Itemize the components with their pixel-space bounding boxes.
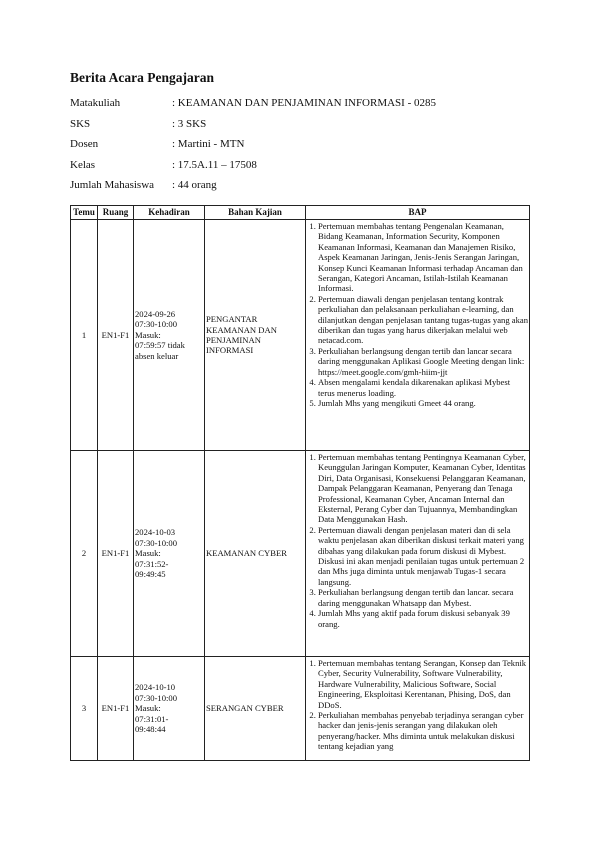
bap-clip: [307, 658, 528, 759]
kehadiran-in: 07:59:57 tidak: [135, 340, 185, 351]
kehadiran-label: Masuk:: [135, 703, 161, 714]
header-bahan-kajian: Bahan Kajian: [205, 206, 306, 220]
cell-bahan-kajian: KEAMANAN CYBER: [205, 451, 306, 657]
header-ruang: Ruang: [98, 206, 134, 220]
kehadiran-out: 09:49:45: [135, 569, 166, 580]
table-row: [71, 451, 530, 657]
bap-list: [307, 452, 528, 629]
bap-list: [307, 221, 528, 408]
kehadiran-out: absen keluar: [135, 350, 179, 361]
table-row: [71, 220, 530, 451]
cell-bap: [306, 451, 530, 657]
header-temu: Temu: [71, 206, 98, 220]
bap-item: 1. Pertemuan membahas tentang Serangan, Konsep dan Teknik Cyber, Security Vulnerability, Software Vulnerability, Hardware Vulnerability, Malicious Software, Social Engineering, Eksploitasi Kerentanan, Phising, DoS, dan DDoS.: [318, 658, 528, 710]
meta-key: Kelas: [70, 158, 96, 171]
meta-row-dosen: [70, 138, 436, 159]
kehadiran-date: 2024-10-03: [135, 527, 176, 538]
meta-row-sks: [70, 118, 436, 139]
bap-table: [70, 205, 530, 761]
cell-temu: 1: [71, 220, 98, 451]
header-kehadiran: Kehadiran: [134, 206, 205, 220]
bap-item: 2. Pertemuan diawali dengan penjelasan tentang kontrak perkuliahan dan pelaksanaan perkuliahan e-learning, dan dilanjutkan dengan penjelasan tantang tugas-tugas yang akan diberikan dan tugas yang harus dikerjakan melalui web netacad.com.: [318, 294, 528, 346]
cell-kehadiran: [134, 451, 205, 657]
table-row: [71, 657, 530, 761]
meta-key: Dosen: [70, 138, 99, 150]
meta-row-jumlah-mahasiswa: [70, 179, 436, 200]
bap-item: 1. Pertemuan membahas tentang Pentingnya Keamanan Cyber, Keunggulan Jaringan Komputer, Keamanan Cyber, Identitas Diri, Data Organisasi, Konsekuensi Pelanggaran Keamanan, Dampak Pelanggaran Keamanan, Penyerang dan Tenaga Professional, Keamanan Cyber, Ancaman Internal dan Eksternal, Perang Cyber dan Tujuannya, Membandingkan Data Menggunakan Hash.: [318, 452, 528, 525]
course-info: [70, 97, 436, 200]
meta-row-matakuliah: [70, 97, 436, 118]
cell-bap: [306, 657, 530, 761]
kehadiran-in: 07:31:01-: [135, 713, 169, 724]
kehadiran-in: 07:31:52-: [135, 558, 169, 569]
bap-list: [307, 658, 528, 752]
cell-ruang: EN1-F1: [98, 657, 134, 761]
kehadiran-time: 07:30-10:00: [135, 537, 178, 548]
cell-bap: [306, 220, 530, 451]
bap-item: 4. Jumlah Mhs yang aktif pada forum diskusi sebanyak 39 orang.: [318, 608, 528, 629]
meta-value: : KEAMANAN DAN PENJAMINAN INFORMASI - 0285: [172, 97, 437, 109]
meta-value: : 17.5A.11 – 17508: [172, 158, 257, 171]
kehadiran-time: 07:30-10:00: [135, 319, 178, 330]
cell-temu: 2: [71, 451, 98, 657]
kehadiran-date: 2024-10-10: [135, 682, 176, 693]
bap-item: 4. Absen mengalami kendala dikarenakan aplikasi Mybest terus menerus loading.: [318, 377, 528, 398]
bap-item: 3. Perkuliahan berlangsung dengan tertib dan lancar. secara daring menggunakan Whatsapp dan Mybest.: [318, 587, 528, 608]
cell-ruang: EN1-F1: [98, 451, 134, 657]
kehadiran-time: 07:30-10:00: [135, 692, 178, 703]
kehadiran-out: 09:48:44: [135, 724, 166, 735]
meta-value: : 44 orang: [172, 179, 217, 191]
cell-ruang: EN1-F1: [98, 220, 134, 451]
cell-temu: 3: [71, 657, 98, 761]
meta-key: Matakuliah: [70, 97, 121, 109]
bap-item: 3. Perkuliahan berlangsung dengan tertib dan lancar secara daring menggunakan Aplikasi Google Meeting dengan link: https://meet.google.com/gmh-hiim-jjt: [318, 346, 528, 377]
bap-item: 2. Pertemuan diawali dengan penjelasan materi dan di sela waktu penjelasan akan diberikan diskusi terkait materi yang dibahas yang dilakukan pada forum diskusi di Mybest. Diskusi ini akan menjadi penilaian tugas untuk pertemuan 2 dan Mhs juga diminta untuk menjawab Tugas-1 secara langsung.: [318, 525, 528, 587]
meta-row-kelas: [70, 159, 436, 180]
kehadiran-label: Masuk:: [135, 548, 161, 559]
bap-item: 2. Perkuliahan membahas penyebab terjadinya serangan cyber hacker dan jenis-jenis serangan yang dilakukan oleh penyerang/hacker. Mhs diminta untuk melakukan diskusi tentang kejadian yang: [318, 710, 528, 752]
meta-value: : 3 SKS: [172, 117, 207, 130]
cell-kehadiran: [134, 220, 205, 451]
header-bap: BAP: [306, 206, 530, 220]
meta-value: : Martini - MTN: [172, 138, 245, 150]
cell-bahan-kajian: PENGANTAR KEAMANAN DAN PENJAMINAN INFORMASI: [205, 220, 306, 451]
cell-bahan-kajian: SERANGAN CYBER: [205, 657, 306, 761]
kehadiran-date: 2024-09-26: [135, 308, 176, 319]
kehadiran-label: Masuk:: [135, 329, 161, 340]
cell-kehadiran: [134, 657, 205, 761]
meta-key: SKS: [70, 117, 91, 130]
document-title: Berita Acara Pengajaran: [70, 70, 214, 85]
table-header-row: [71, 206, 530, 220]
meta-key: Jumlah Mahasiswa: [70, 179, 155, 191]
bap-item: 5. Jumlah Mhs yang mengikuti Gmeet 44 orang.: [318, 398, 528, 408]
bap-item: 1. Pertemuan membahas tentang Pengenalan Keamanan, Bidang Keamanan, Information Security, Komponen Keamanan Informasi, Keamanan dan Manajemen Risiko, Aspek Keamanan Jaringan, Jenis-Jenis Serangan Jaringan, Konsep Kunci Keamanan Informasi terhadap Ancaman dan Serangan, Kategori Ancaman, Istilah-Istilah Keamanan Informasi.: [318, 221, 528, 294]
